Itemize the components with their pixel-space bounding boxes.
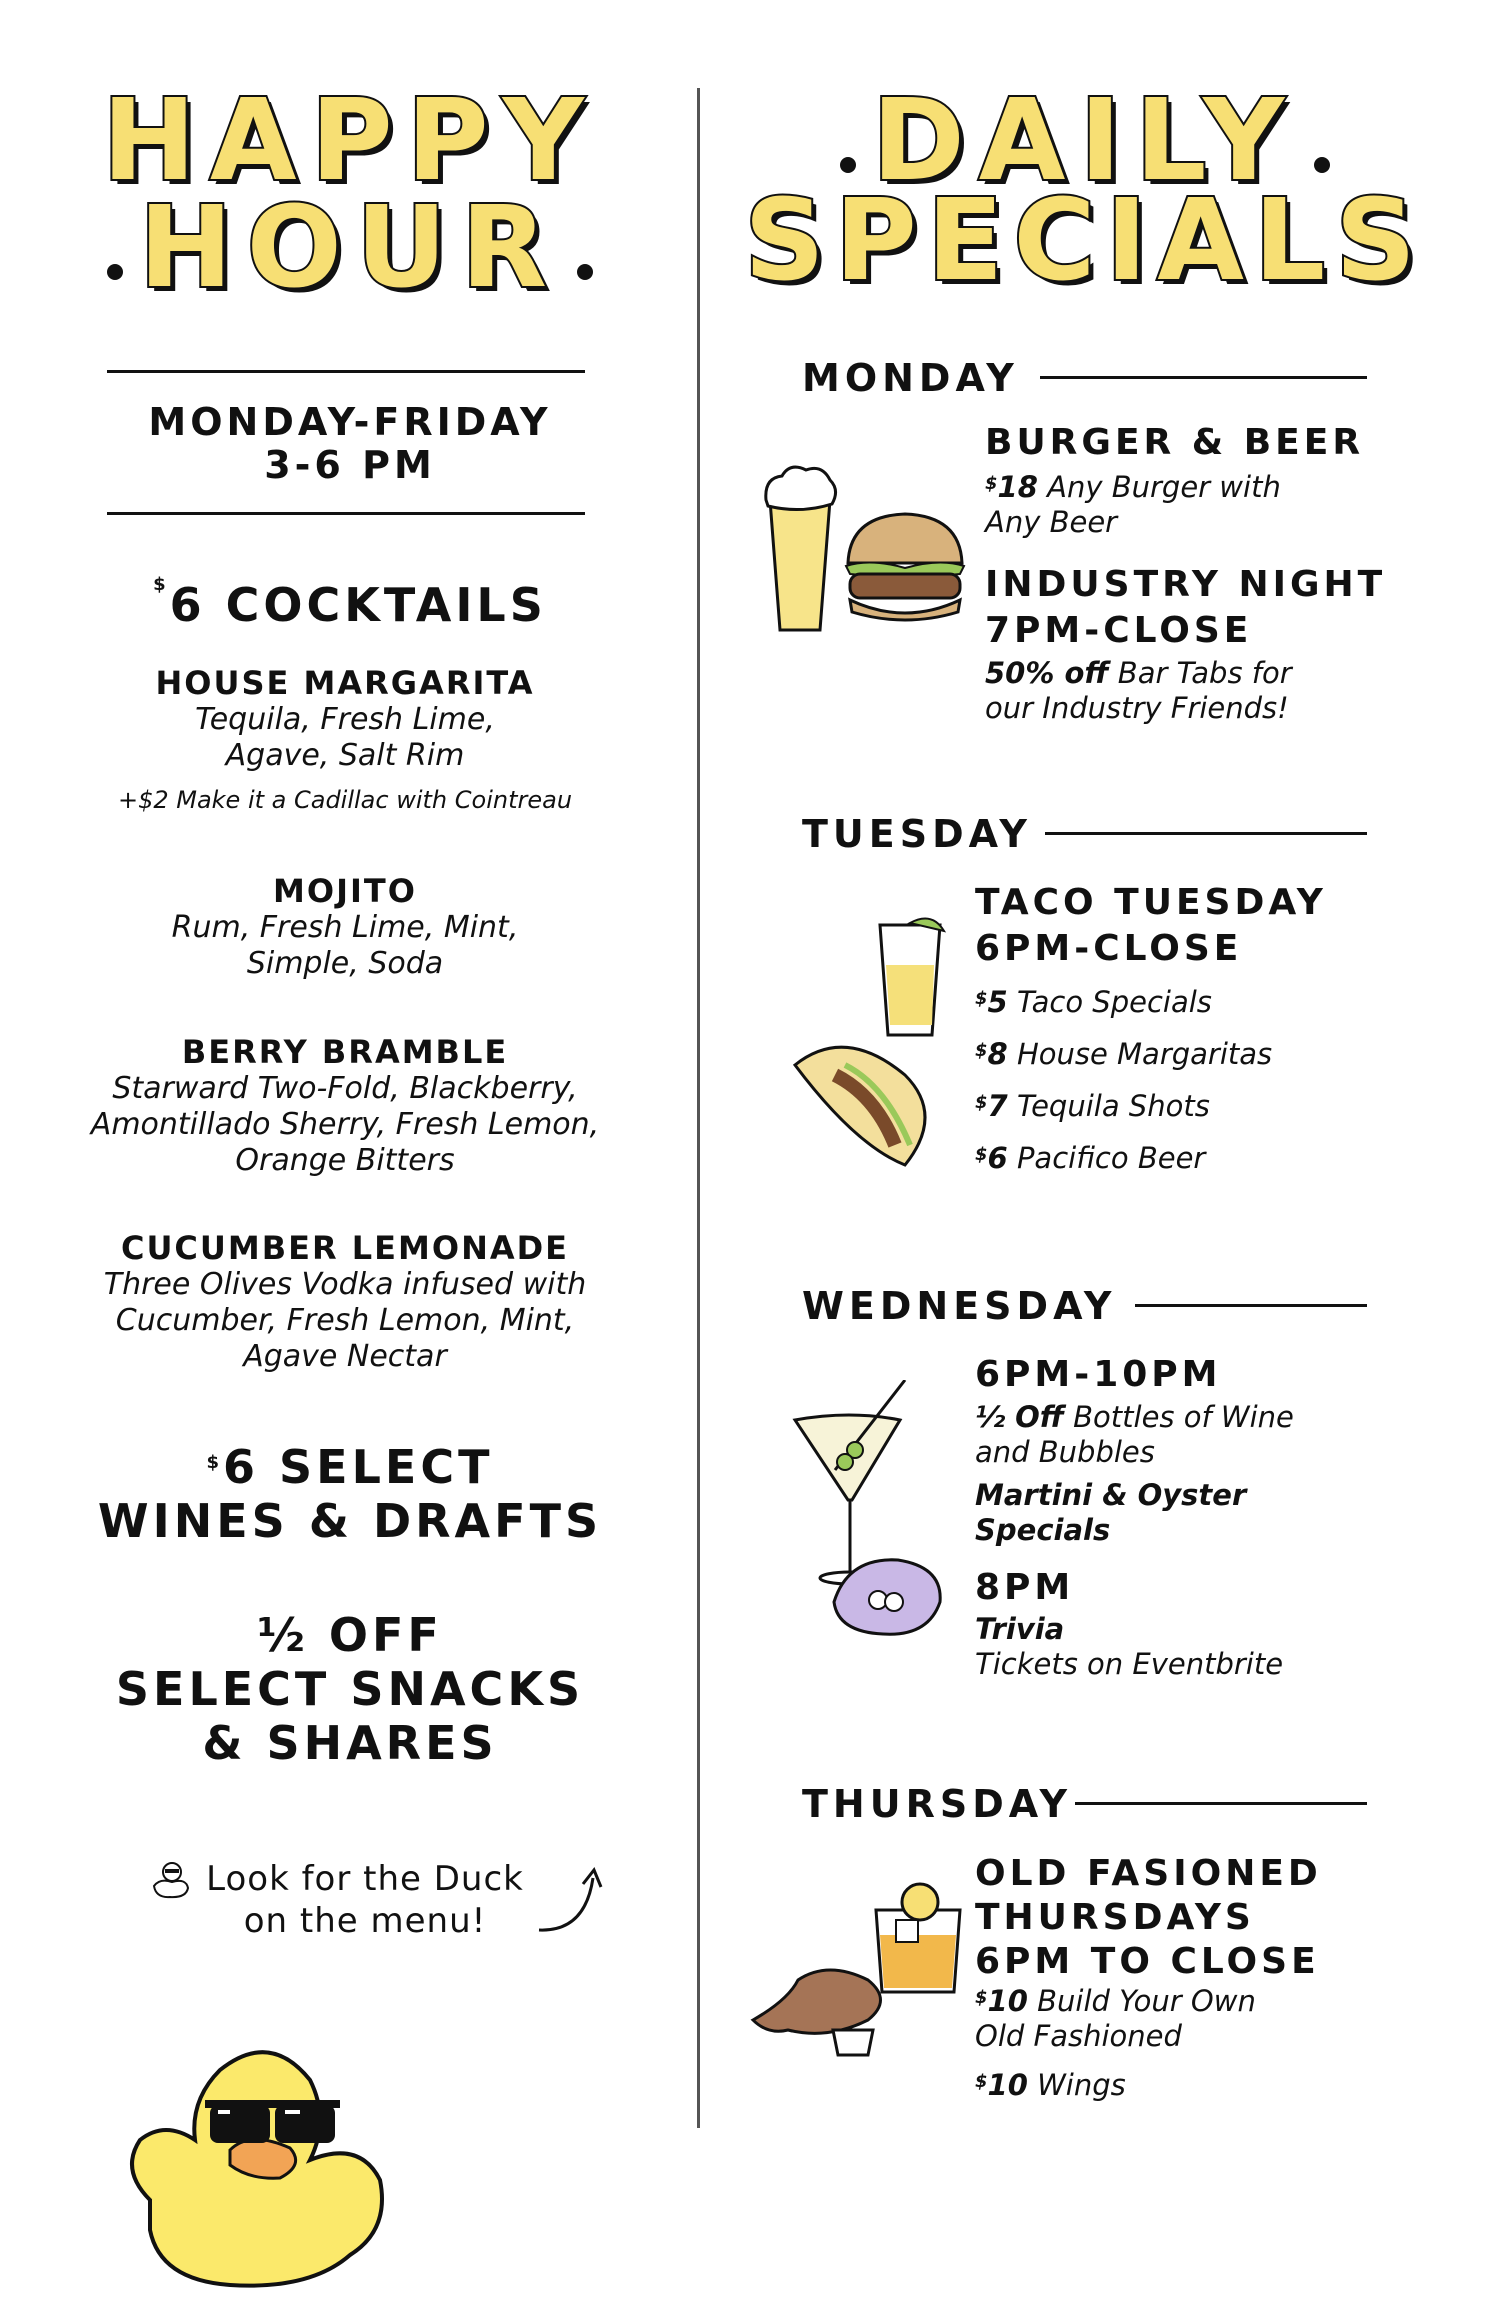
wednesday-wine-line1: Bottles of Wine <box>1073 1400 1294 1434</box>
item-price: 5 <box>987 985 1008 1019</box>
item-text: Taco Specials <box>1016 985 1212 1019</box>
cocktail-name: HOUSE MARGARITA <box>155 664 535 702</box>
thursday-item2 <box>975 2068 1415 2103</box>
item-price: 6 <box>987 1141 1008 1175</box>
cocktail-desc-line1: Three Olives Vodka infused with <box>103 1267 587 1302</box>
taco-icon <box>785 1035 945 1175</box>
monday-deal1-title: BURGER & BEER <box>985 422 1365 463</box>
thursday-item2-text: Wings <box>1037 2068 1126 2102</box>
tuesday-title-line2: 6PM-CLOSE <box>975 928 1243 969</box>
thursday-title-line1: OLD FASIONED <box>975 1853 1322 1894</box>
cocktail-desc-line2: Simple, Soda <box>246 946 444 981</box>
thursday-title-line2: THURSDAYS <box>975 1897 1255 1938</box>
cocktail-house-margarita <box>40 664 650 774</box>
tequila-shot-icon <box>870 915 950 1045</box>
price-symbol: $ <box>975 1092 988 1113</box>
happy-hour-hours: 3-6 PM <box>264 443 436 487</box>
cocktail-name: BERRY BRAMBLE <box>181 1033 509 1071</box>
arrow-icon <box>535 1860 615 1940</box>
wines-line1: 6 SELECT <box>223 1440 494 1494</box>
beer-icon <box>760 460 840 640</box>
price-symbol: $ <box>975 988 988 1009</box>
wines-line2: WINES & DRAFTS <box>97 1494 603 1548</box>
thursday-item1-price: 10 <box>987 1984 1028 2018</box>
wednesday-wine-line2: and Bubbles <box>975 1435 1155 1469</box>
thursday-item1-line1: Build Your Own <box>1037 1984 1256 2018</box>
duck-icon <box>110 2030 400 2300</box>
cocktail-desc-line1: Rum, Fresh Lime, Mint, <box>171 910 519 945</box>
tuesday-rule <box>1045 832 1367 835</box>
monday-deal1-desc <box>985 470 1425 540</box>
cocktail-desc-line1: Starward Two-Fold, Blackberry, <box>112 1071 578 1106</box>
happy-hour-days: MONDAY-FRIDAY <box>148 400 552 444</box>
tuesday-title <box>975 880 1327 972</box>
title-bullet-left <box>107 264 123 280</box>
cocktails-heading <box>40 574 660 632</box>
tuesday-title-line1: TACO TUESDAY <box>975 882 1327 923</box>
cocktail-name: MOJITO <box>273 872 417 910</box>
monday-deal1-line1-wrap <box>985 470 1425 505</box>
monday-deal1-price: 18 <box>997 470 1038 504</box>
monday-deal2-bold: 50% off <box>985 656 1109 690</box>
duck-note-line1: Look for the Duck <box>206 1859 524 1899</box>
wednesday-tickets: Tickets on Eventbrite <box>975 1647 1284 1681</box>
monday-deal2-title-line2: 7PM-CLOSE <box>985 610 1253 651</box>
cocktail-berry-bramble <box>40 1033 650 1179</box>
title-bullet-right <box>1314 157 1330 173</box>
happy-hour-title-line2: HOUR <box>138 183 562 313</box>
price-symbol: $ <box>985 473 998 494</box>
monday-deal1-line2: Any Beer <box>985 505 1118 539</box>
title-bullet-left <box>840 157 856 173</box>
cadillac-note: +$2 Make it a Cadillac with Cointreau <box>117 786 573 814</box>
cocktail-mojito <box>40 872 650 982</box>
cocktails-heading-text: 6 COCKTAILS <box>169 578 547 632</box>
snacks-line3: & SHARES <box>202 1716 498 1770</box>
thursday-rule <box>1075 1802 1367 1805</box>
cocktail-desc-line2: Cucumber, Fresh Lemon, Mint, <box>115 1303 575 1338</box>
duck-note <box>170 1858 560 1942</box>
wednesday-wine <box>975 1400 1415 1470</box>
oyster-icon <box>828 1552 948 1642</box>
thursday-title <box>975 1852 1322 1984</box>
item-text: Pacifico Beer <box>1016 1141 1206 1175</box>
wednesday-heading: WEDNESDAY <box>802 1284 1117 1328</box>
cocktail-cucumber-lemonade <box>40 1229 650 1375</box>
thursday-heading: THURSDAY <box>802 1782 1073 1826</box>
cocktail-desc-line3: Orange Bitters <box>235 1143 455 1178</box>
monday-deal2-line1-wrap <box>985 656 1425 691</box>
cocktail-desc-line1: Tequila, Fresh Lime, <box>195 702 495 737</box>
duck-note-line2: on the menu! <box>243 1901 487 1941</box>
tuesday-items <box>975 985 1415 1193</box>
monday-deal2-title <box>985 562 1386 654</box>
cocktail-desc-line3: Agave Nectar <box>243 1339 447 1374</box>
price-symbol: $ <box>975 1987 988 2008</box>
cocktails-price-symbol: $ <box>153 574 170 595</box>
snacks-line2: SELECT SNACKS <box>115 1662 585 1716</box>
tuesday-heading: TUESDAY <box>802 812 1032 856</box>
happy-hour-title-line1: HAPPY <box>102 76 598 206</box>
happy-hour-title-line2-wrap <box>40 183 660 313</box>
wednesday-trivia <box>975 1612 1415 1682</box>
wines-line1-wrap <box>40 1440 660 1494</box>
wednesday-martini-line2: Specials <box>975 1513 1111 1547</box>
item-price: 7 <box>987 1089 1008 1123</box>
thursday-item1-line2: Old Fashioned <box>975 2019 1182 2053</box>
list-item <box>975 1089 1415 1141</box>
monday-deal2-title-line1: INDUSTRY NIGHT <box>985 564 1387 605</box>
list-item <box>975 1141 1415 1193</box>
wednesday-martini <box>975 1478 1415 1548</box>
wednesday-martini-line1: Martini & Oyster <box>975 1478 1247 1512</box>
monday-deal2-desc <box>985 656 1425 726</box>
wednesday-rule <box>1135 1304 1367 1307</box>
daily-specials-title-line2: SPECIALS <box>744 176 1426 306</box>
monday-heading: MONDAY <box>802 356 1019 400</box>
wednesday-time2: 8PM <box>975 1567 1075 1608</box>
wednesday-time1: 6PM-10PM <box>975 1354 1222 1395</box>
thursday-item1-line1-wrap <box>975 1984 1415 2019</box>
wednesday-trivia-title: Trivia <box>975 1612 1065 1646</box>
wednesday-wine-line1-wrap <box>975 1400 1415 1435</box>
thursday-item2-price: 10 <box>987 2068 1028 2102</box>
title-bullet-right <box>577 264 593 280</box>
cocktail-name: CUCUMBER LEMONADE <box>120 1229 570 1267</box>
daily-specials-title-line1: DAILY <box>871 76 1299 206</box>
snacks-line1: ½ OFF <box>257 1608 443 1662</box>
cocktail-desc-line2: Agave, Salt Rim <box>225 738 465 773</box>
chicken-wing-icon <box>748 1960 898 2060</box>
item-text: House Margaritas <box>1016 1037 1273 1071</box>
snacks-heading <box>40 1608 660 1770</box>
cocktail-desc-line2: Amontillado Sherry, Fresh Lemon, <box>90 1107 600 1142</box>
wines-drafts-heading <box>40 1440 660 1548</box>
wednesday-wine-bold: ½ Off <box>975 1400 1064 1434</box>
monday-deal1-line1: Any Burger with <box>1047 470 1281 504</box>
item-text: Tequila Shots <box>1016 1089 1210 1123</box>
list-item <box>975 1037 1415 1089</box>
column-divider <box>697 88 700 2128</box>
price-symbol: $ <box>975 1144 988 1165</box>
price-symbol: $ <box>975 2071 988 2092</box>
list-item <box>975 985 1415 1037</box>
thursday-title-line3: 6PM TO CLOSE <box>975 1941 1320 1982</box>
thursday-items <box>975 1984 1415 2103</box>
item-price: 8 <box>987 1037 1008 1071</box>
monday-deal2-line2: our Industry Friends! <box>985 691 1289 725</box>
wines-price-symbol: $ <box>206 1452 224 1473</box>
monday-deal2-line1: Bar Tabs for <box>1117 656 1292 690</box>
monday-rule <box>1040 376 1367 379</box>
burger-icon <box>840 508 970 628</box>
hours-rule-bottom <box>107 512 585 515</box>
hours-rule-top <box>107 370 585 373</box>
price-symbol: $ <box>975 1040 988 1061</box>
